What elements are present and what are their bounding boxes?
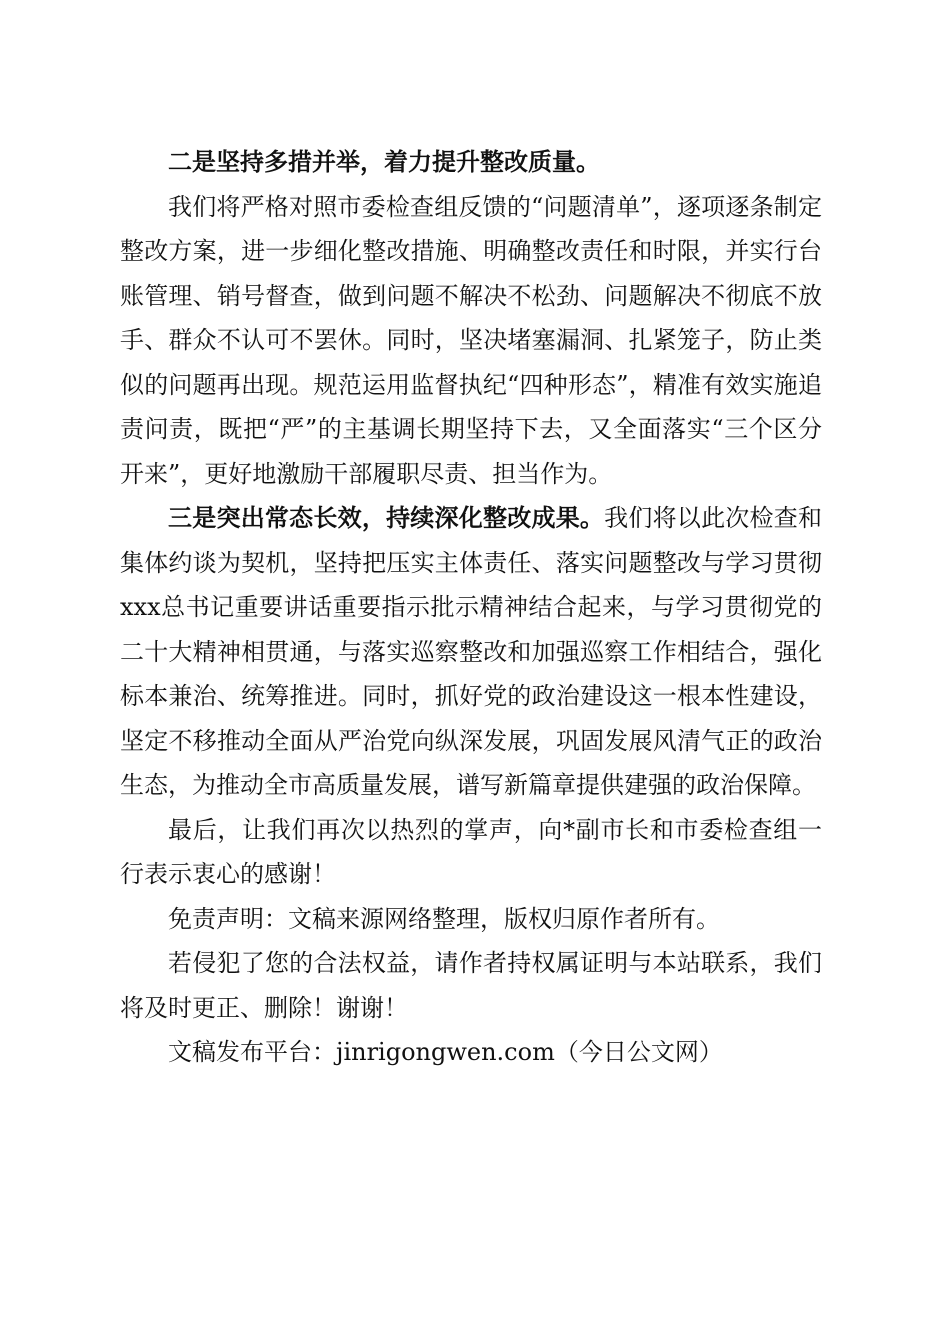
disclaimer-paragraph: 免责声明：文稿来源网络整理，版权归原作者所有。 <box>168 904 720 933</box>
platform-line: 文稿发布平台：jinrigongwen.com（今日公文网） <box>168 1038 723 1066</box>
infringement-notice: 若侵犯了您的合法权益，请作者持权属证明与本站联系，我们将及时更正、删除！谢谢！ <box>120 949 822 1022</box>
section-heading-three: 三是突出常态长效，持续深化整改成果。 <box>168 503 605 532</box>
section-three-paragraph <box>120 496 822 808</box>
section-three-body: 我们将以此次检查和集体约谈为契机，坚持把压实主体责任、落实问题整改与学习贯彻xxx总书记重要讲话重要指示批示精神结合起来，与学习贯彻党的二十大精神相贯通，与落实巡察整改和加强巡察工作相结合，强化标本兼治、统筹推进。同时，抓好党的政治建设这一根本性建设，坚定不移推动全面从严治党向纵深发展，巩固发展风清气正的政治生态，为推动全市高质量发展，谱写新篇章提供建强的政治保障。 <box>120 504 823 799</box>
section-heading-two-text: 二是坚持多措并举，着力提升整改质量。 <box>168 147 600 176</box>
section-two-paragraph: 我们将严格对照市委检查组反馈的“问题清单”，逐项逐条制定整改方案，进一步细化整改措施、明确整改责任和时限，并实行台账管理、销号督查，做到问题不解决不松劲、问题解决不彻底不放手、群众不认可不罢休。同时，坚决堵塞漏洞、扎紧笼子，防止类似的问题再出现。规范运用监督执纪“四种形态”，精准有效实施追责问责，既把“严”的主基调长期坚持下去，又全面落实“三个区分开来”，更好地激励干部履职尽责、担当作为。 <box>120 192 822 488</box>
closing-paragraph: 最后，让我们再次以热烈的掌声，向*副市长和市委检查组一行表示衷心的感谢！ <box>120 815 822 888</box>
section-heading-two <box>120 140 822 185</box>
